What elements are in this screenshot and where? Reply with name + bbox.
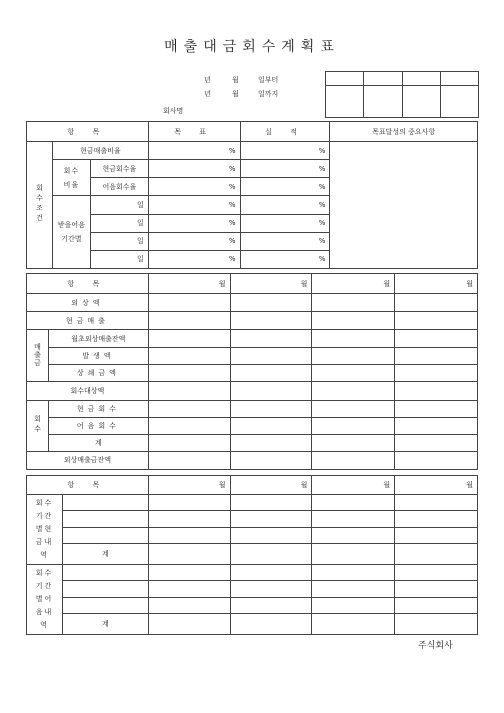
value-cell[interactable]	[230, 348, 312, 365]
value-cell[interactable]	[312, 348, 395, 365]
value-cell[interactable]	[230, 312, 312, 330]
value-cell[interactable]	[148, 417, 230, 434]
period-cell[interactable]	[62, 495, 148, 511]
pct-cell[interactable]: %	[148, 178, 240, 196]
period-start-day: 일부터	[258, 76, 279, 84]
value-cell[interactable]	[312, 495, 395, 511]
value-cell[interactable]	[312, 434, 395, 451]
value-cell[interactable]	[230, 565, 312, 581]
period-end-month: 월	[232, 90, 239, 98]
value-cell[interactable]	[148, 400, 230, 417]
company-label: 회사명	[163, 107, 184, 115]
footer-company: 주식회사	[418, 641, 453, 651]
row-note-collection: 어음회수율	[90, 178, 148, 196]
value-cell[interactable]	[395, 613, 478, 634]
day-cell[interactable]: 일	[90, 196, 148, 214]
month-header: 월	[312, 476, 395, 495]
group-collection: 회수	[27, 400, 49, 451]
value-cell[interactable]	[230, 330, 312, 348]
period-cell[interactable]	[62, 527, 148, 543]
value-cell[interactable]	[230, 417, 312, 434]
value-cell[interactable]	[230, 495, 312, 511]
value-cell[interactable]	[148, 597, 230, 613]
value-cell[interactable]	[230, 294, 312, 312]
month-header: 월	[230, 274, 312, 294]
approval-cell[interactable]	[326, 72, 364, 86]
pct-cell[interactable]: %	[148, 142, 240, 160]
pct-cell[interactable]: %	[240, 160, 330, 178]
row-cash-sales: 현금매출	[27, 312, 149, 330]
pct-cell[interactable]: %	[148, 160, 240, 178]
value-cell[interactable]	[230, 597, 312, 613]
header-item: 항 목	[27, 122, 149, 142]
pct-cell[interactable]: %	[240, 250, 330, 268]
approval-cell[interactable]	[402, 86, 440, 118]
value-cell[interactable]	[312, 544, 395, 565]
row-offset: 상쇄금액	[48, 365, 148, 382]
value-cell[interactable]	[395, 400, 478, 417]
pct-cell[interactable]: %	[240, 214, 330, 232]
value-cell[interactable]	[395, 348, 478, 365]
header-target: 목 표	[148, 122, 240, 142]
pct-cell[interactable]: %	[148, 250, 240, 268]
approval-cell[interactable]	[364, 86, 402, 118]
row-cash-collection: 현금회수	[48, 400, 148, 417]
value-cell[interactable]	[395, 417, 478, 434]
group-collection-conditions: 회수조건	[27, 142, 53, 269]
notes-cell[interactable]	[330, 142, 478, 269]
value-cell[interactable]	[148, 312, 230, 330]
value-cell[interactable]	[230, 434, 312, 451]
month-header: 월	[148, 476, 230, 495]
group-cash-by-period: 회수기간별현금내역	[27, 495, 63, 565]
header-notes: 목표달성의 중요사항	[330, 122, 478, 142]
value-cell[interactable]	[395, 451, 478, 469]
value-cell[interactable]	[395, 581, 478, 597]
row-occurred: 발생액	[48, 348, 148, 365]
month-header: 월	[230, 476, 312, 495]
value-cell[interactable]	[395, 597, 478, 613]
approval-cell[interactable]	[326, 86, 364, 118]
value-cell[interactable]	[148, 565, 230, 581]
pct-cell[interactable]: %	[148, 232, 240, 250]
row-cash-sales-ratio: 현금매출비율	[52, 142, 148, 160]
value-cell[interactable]	[312, 330, 395, 348]
group-sales: 매출금	[27, 330, 49, 382]
cash-total-label: 계	[62, 544, 148, 565]
value-cell[interactable]	[395, 294, 478, 312]
header-actual: 실 적	[240, 122, 330, 142]
value-cell[interactable]	[395, 495, 478, 511]
value-cell[interactable]	[312, 400, 395, 417]
period-start-year: 년	[204, 76, 211, 84]
approval-cell[interactable]	[440, 86, 478, 118]
value-cell[interactable]	[395, 382, 478, 400]
approval-cell[interactable]	[364, 72, 402, 86]
month-header: 월	[395, 274, 478, 294]
approval-cell[interactable]	[402, 72, 440, 86]
value-cell[interactable]	[148, 511, 230, 527]
page-title: 매출대금회수계획표	[164, 39, 340, 55]
sub-collection-ratio: 회수비율	[52, 160, 90, 196]
value-cell[interactable]	[148, 330, 230, 348]
value-cell[interactable]	[230, 581, 312, 597]
value-cell[interactable]	[230, 365, 312, 382]
value-cell[interactable]	[312, 597, 395, 613]
value-cell[interactable]	[312, 382, 395, 400]
value-cell[interactable]	[148, 495, 230, 511]
value-cell[interactable]	[312, 511, 395, 527]
approval-box	[325, 71, 479, 118]
row-collection-total: 계	[48, 434, 148, 451]
value-cell[interactable]	[395, 544, 478, 565]
value-cell[interactable]	[148, 434, 230, 451]
value-cell[interactable]	[312, 565, 395, 581]
note-total-label: 계	[62, 613, 148, 634]
value-cell[interactable]	[230, 613, 312, 634]
row-credit-sales: 외상액	[27, 294, 149, 312]
collection-conditions-table	[26, 121, 478, 269]
group-note-by-period: 회수기간별어음내역	[27, 565, 63, 635]
value-cell[interactable]	[148, 382, 230, 400]
value-cell[interactable]	[312, 451, 395, 469]
value-cell[interactable]	[395, 365, 478, 382]
collection-period-table	[26, 475, 478, 635]
value-cell[interactable]	[312, 613, 395, 634]
value-cell[interactable]	[230, 511, 312, 527]
value-cell[interactable]	[148, 613, 230, 634]
row-begin-balance: 월초외상매출잔액	[48, 330, 148, 348]
value-cell[interactable]	[395, 434, 478, 451]
value-cell[interactable]	[395, 527, 478, 543]
value-cell[interactable]	[230, 382, 312, 400]
month-header: 월	[148, 274, 230, 294]
pct-cell[interactable]: %	[148, 214, 240, 232]
row-ending-balance: 외상매출금잔액	[27, 451, 149, 469]
value-cell[interactable]	[148, 451, 230, 469]
pct-cell[interactable]: %	[240, 196, 330, 214]
value-cell[interactable]	[312, 365, 395, 382]
value-cell[interactable]	[312, 417, 395, 434]
period-cell[interactable]	[62, 511, 148, 527]
sub-note-period: 받을어음기간별	[52, 196, 90, 269]
value-cell[interactable]	[312, 312, 395, 330]
period-end-year: 년	[204, 90, 211, 98]
value-cell[interactable]	[395, 330, 478, 348]
value-cell[interactable]	[312, 581, 395, 597]
day-cell[interactable]: 일	[90, 232, 148, 250]
value-cell[interactable]	[395, 312, 478, 330]
pct-cell[interactable]: %	[240, 142, 330, 160]
header-item: 항 목	[27, 476, 149, 495]
pct-cell[interactable]: %	[240, 178, 330, 196]
period-start-month: 월	[232, 76, 239, 84]
value-cell[interactable]	[395, 511, 478, 527]
row-note-collection: 어음회수	[48, 417, 148, 434]
header-item: 항 목	[27, 274, 149, 294]
value-cell[interactable]	[148, 581, 230, 597]
value-cell[interactable]	[148, 527, 230, 543]
approval-cell[interactable]	[440, 72, 478, 86]
value-cell[interactable]	[230, 400, 312, 417]
row-collection-target: 회수대상액	[27, 382, 149, 400]
value-cell[interactable]	[148, 365, 230, 382]
pct-cell[interactable]: %	[148, 196, 240, 214]
period-cell[interactable]	[62, 565, 148, 581]
value-cell[interactable]	[148, 294, 230, 312]
value-cell[interactable]	[230, 451, 312, 469]
row-cash-collection: 현금회수율	[90, 160, 148, 178]
value-cell[interactable]	[312, 294, 395, 312]
period-cell[interactable]	[62, 581, 148, 597]
value-cell[interactable]	[395, 565, 478, 581]
month-header: 월	[395, 476, 478, 495]
day-cell[interactable]: 일	[90, 214, 148, 232]
value-cell[interactable]	[230, 544, 312, 565]
day-cell[interactable]: 일	[90, 250, 148, 268]
month-header: 월	[312, 274, 395, 294]
value-cell[interactable]	[230, 527, 312, 543]
value-cell[interactable]	[148, 544, 230, 565]
period-end-day: 일까지	[258, 90, 279, 98]
period-cell[interactable]	[62, 597, 148, 613]
value-cell[interactable]	[312, 527, 395, 543]
pct-cell[interactable]: %	[240, 232, 330, 250]
sales-collection-table	[26, 273, 478, 470]
value-cell[interactable]	[148, 348, 230, 365]
